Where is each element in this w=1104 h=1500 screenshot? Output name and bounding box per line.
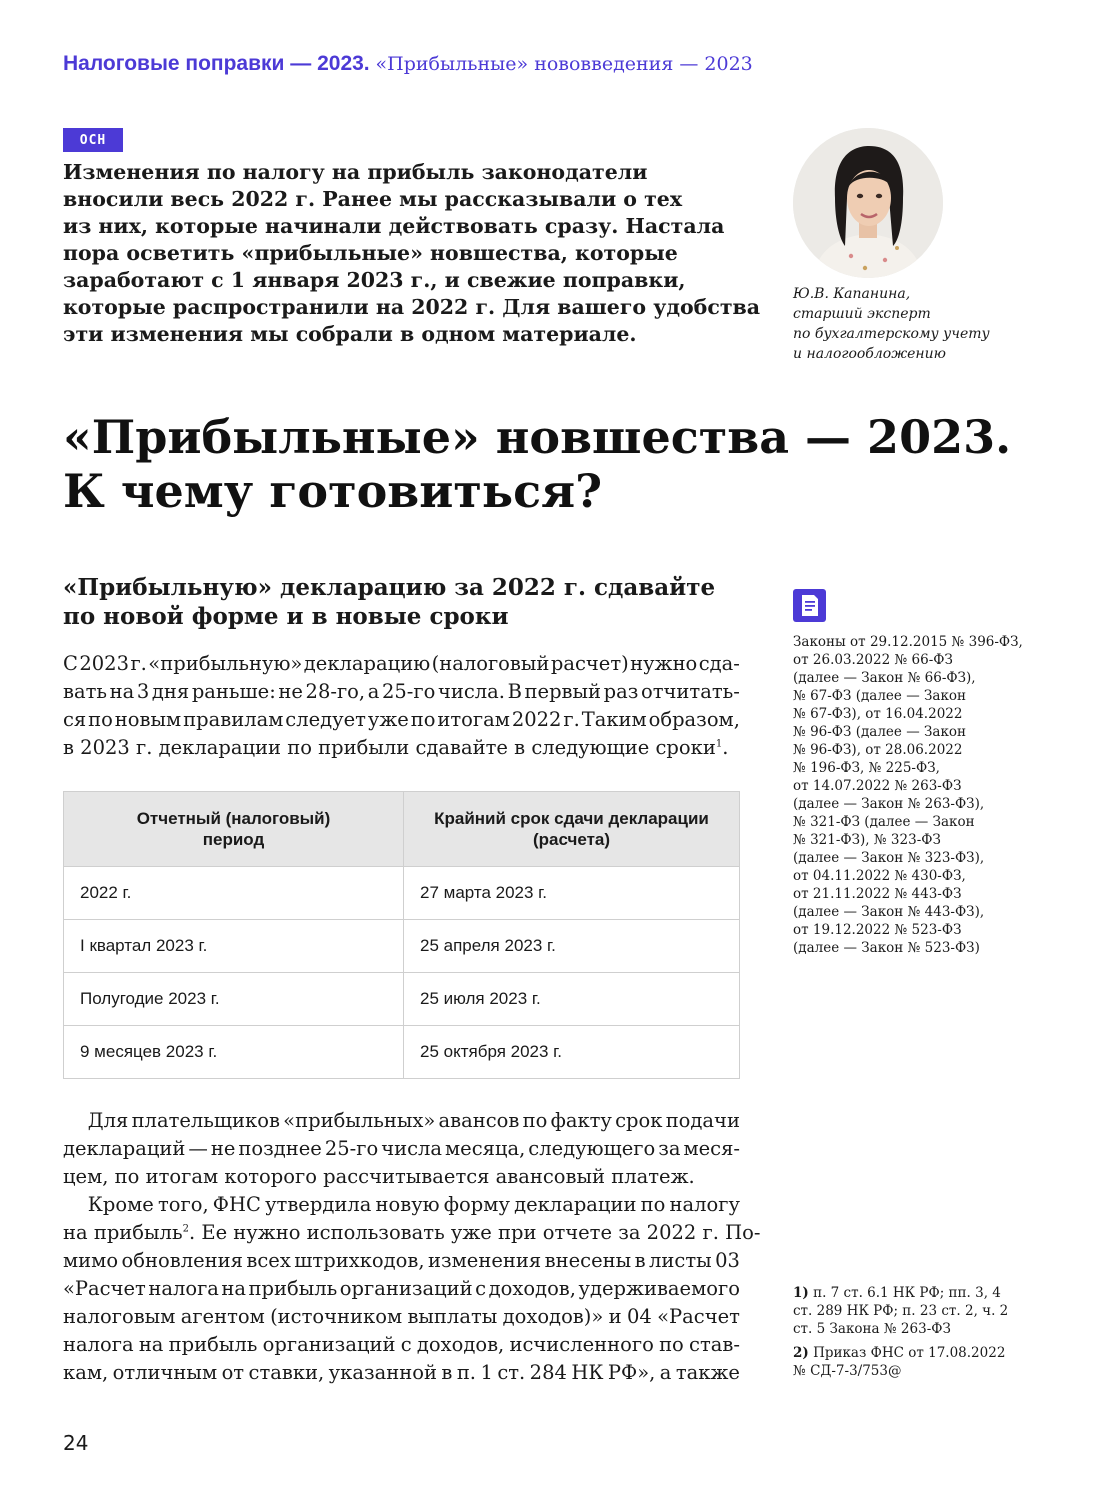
paragraph-1	[63, 650, 740, 762]
article-title	[63, 410, 1011, 518]
header-section: Налоговые поправки — 2023.	[63, 52, 370, 75]
intro-lead	[63, 159, 761, 348]
laws-line: № 321-ФЗ (далее — Закон	[793, 814, 975, 830]
laws-line: (далее — Закон № 523-ФЗ)	[793, 940, 980, 956]
subhead-line: «Прибыльную» декларацию за 2022 г. сдавайте	[63, 574, 716, 601]
intro-line: заработают с 1 января 2023 г., и свежие поправки,	[63, 268, 686, 292]
laws-line: от 14.07.2022 № 263-ФЗ	[793, 778, 962, 794]
laws-line: № 67-ФЗ (далее — Закон	[793, 688, 967, 704]
footnote-2: 2) Приказ ФНС от 17.08.2022	[793, 1345, 1006, 1361]
table-row	[64, 1026, 740, 1079]
laws-line: Законы от 29.12.2015 № 396-ФЗ,	[793, 634, 1023, 650]
laws-line: (далее — Закон № 66-ФЗ),	[793, 670, 976, 686]
para-line: «Расчет налога на прибыль организаций с доходов, удерживаемого	[63, 1277, 740, 1300]
laws-line: (далее — Закон № 443-ФЗ),	[793, 904, 985, 920]
author-name: Ю.В. Капанина,	[793, 286, 911, 302]
laws-line: (далее — Закон № 323-ФЗ),	[793, 850, 985, 866]
laws-line: (далее — Закон № 263-ФЗ),	[793, 796, 985, 812]
laws-line: № 96-ФЗ), от 28.06.2022	[793, 742, 963, 758]
cell-period: I квартал 2023 г.	[64, 920, 404, 973]
laws-line: от 21.11.2022 № 443-ФЗ	[793, 886, 962, 902]
intro-line: эти изменения мы собрали в одном материале.	[63, 322, 637, 346]
table-row	[64, 867, 740, 920]
cell-period: Полугодие 2023 г.	[64, 973, 404, 1026]
laws-line: № 96-ФЗ (далее — Закон	[793, 724, 967, 740]
table-header-row	[64, 792, 740, 867]
footnote-1-line: ст. 5 Закона № 263-ФЗ	[793, 1321, 951, 1337]
laws-line: № 321-ФЗ), № 323-ФЗ	[793, 832, 941, 848]
footnote-1-line: ст. 289 НК РФ; п. 23 ст. 2, ч. 2	[793, 1303, 1009, 1319]
intro-line: из них, которые начинали действовать сразу. Настала	[63, 214, 725, 238]
laws-sidebar	[793, 633, 1023, 957]
footnote-ref-1[interactable]: 1	[715, 738, 723, 750]
footnote-1: 1) п. 7 ст. 6.1 НК РФ; пп. 3, 4	[793, 1285, 1001, 1301]
header-topic: «Прибыльные» нововведения — 2023	[375, 53, 753, 75]
para-line: налога на прибыль организаций с доходов, исчисленного по став-	[63, 1333, 740, 1356]
page-number: 24	[63, 1431, 89, 1455]
author-photo	[793, 128, 943, 278]
footnotes	[793, 1284, 1008, 1380]
title-line: «Прибыльные» новшества — 2023.	[63, 410, 1012, 464]
deadlines-table	[63, 791, 740, 1079]
para-line: цем, по итогам которого рассчитывается авансовый платеж.	[63, 1165, 695, 1188]
author-role-line: по бухгалтерскому учету	[793, 326, 990, 342]
running-header	[63, 52, 753, 76]
laws-line: № 196-ФЗ, № 225-ФЗ,	[793, 760, 940, 776]
footnote-2-line: № СД-7-3/753@	[793, 1363, 902, 1379]
table-row	[64, 920, 740, 973]
document-icon	[793, 589, 826, 622]
laws-line: от 26.03.2022 № 66-ФЗ	[793, 652, 953, 668]
author-role-line: старший эксперт	[793, 306, 931, 322]
laws-line: № 67-ФЗ), от 16.04.2022	[793, 706, 963, 722]
subhead-line: по новой форме и в новые сроки	[63, 603, 509, 630]
cell-deadline: 25 июля 2023 г.	[404, 973, 740, 1026]
intro-line: Изменения по налогу на прибыль законодатели	[63, 160, 648, 184]
para-line-last: в 2023 г. декларации по прибыли сдавайте в следующие сроки$^1$.	[63, 736, 729, 759]
para-line: Кроме того, ФНС утвердила новую форму декларации по налогу	[63, 1193, 740, 1216]
author-caption	[793, 284, 990, 364]
cell-period: 9 месяцев 2023 г.	[64, 1026, 404, 1079]
intro-line: которые распространили на 2022 г. Для вашего удобства	[63, 295, 761, 319]
para-line: Для плательщиков «прибыльных» авансов по факту срок подачи	[63, 1109, 740, 1132]
para-line-text: в 2023 г. декларации по прибыли сдавайте в следующие сроки	[63, 736, 716, 759]
section-subheading	[63, 573, 715, 631]
author-role-line: и налогообложению	[793, 346, 946, 362]
para-line: ся по новым правилам следует уже по итогам 2022 г. Таким образом,	[63, 708, 740, 731]
intro-line: вносили весь 2022 г. Ранее мы рассказывали о тех	[63, 187, 683, 211]
para-line: С 2023 г. «прибыльную» декларацию (налоговый расчет) нужно сда-	[63, 652, 740, 675]
intro-line: пора осветить «прибыльные» новшества, которые	[63, 241, 678, 265]
cell-deadline: 25 октября 2023 г.	[404, 1026, 740, 1079]
col-header-deadline: Крайний срок сдачи декларации (расчета)	[404, 792, 740, 867]
para-line: мимо обновления всех штрихкодов, изменения внесены в листы 03	[63, 1249, 740, 1272]
cell-period: 2022 г.	[64, 867, 404, 920]
document-glyph	[793, 589, 826, 622]
paragraphs-2-3	[63, 1107, 760, 1387]
laws-line: от 04.11.2022 № 430-ФЗ,	[793, 868, 966, 884]
tax-regime-badge: ОСН	[63, 128, 123, 152]
para-line-note: на прибыль$^2$. Ее нужно использовать уже при отчете за 2022 г. По-	[63, 1221, 761, 1244]
footnote-ref-2[interactable]: 2	[182, 1223, 189, 1235]
cell-deadline: 27 марта 2023 г.	[404, 867, 740, 920]
para-line: деклараций — не позднее 25-го числа месяца, следующего за меся-	[63, 1137, 740, 1160]
cell-deadline: 25 апреля 2023 г.	[404, 920, 740, 973]
title-line: К чему готовиться?	[63, 464, 603, 518]
table-row	[64, 973, 740, 1026]
para-line: кам, отличным от ставки, указанной в п. 1 ст. 284 НК РФ», а также	[63, 1361, 740, 1384]
para-line: вать на 3 дня раньше: не 28-го, а 25-го числа. В первый раз отчитать-	[63, 680, 740, 703]
author-portrait-illustration	[793, 128, 943, 278]
laws-line: от 19.12.2022 № 523-ФЗ	[793, 922, 962, 938]
para-line: налоговым агентом (источником выплаты доходов)» и 04 «Расчет	[63, 1305, 740, 1328]
col-header-period: Отчетный (налоговый) период	[64, 792, 404, 867]
